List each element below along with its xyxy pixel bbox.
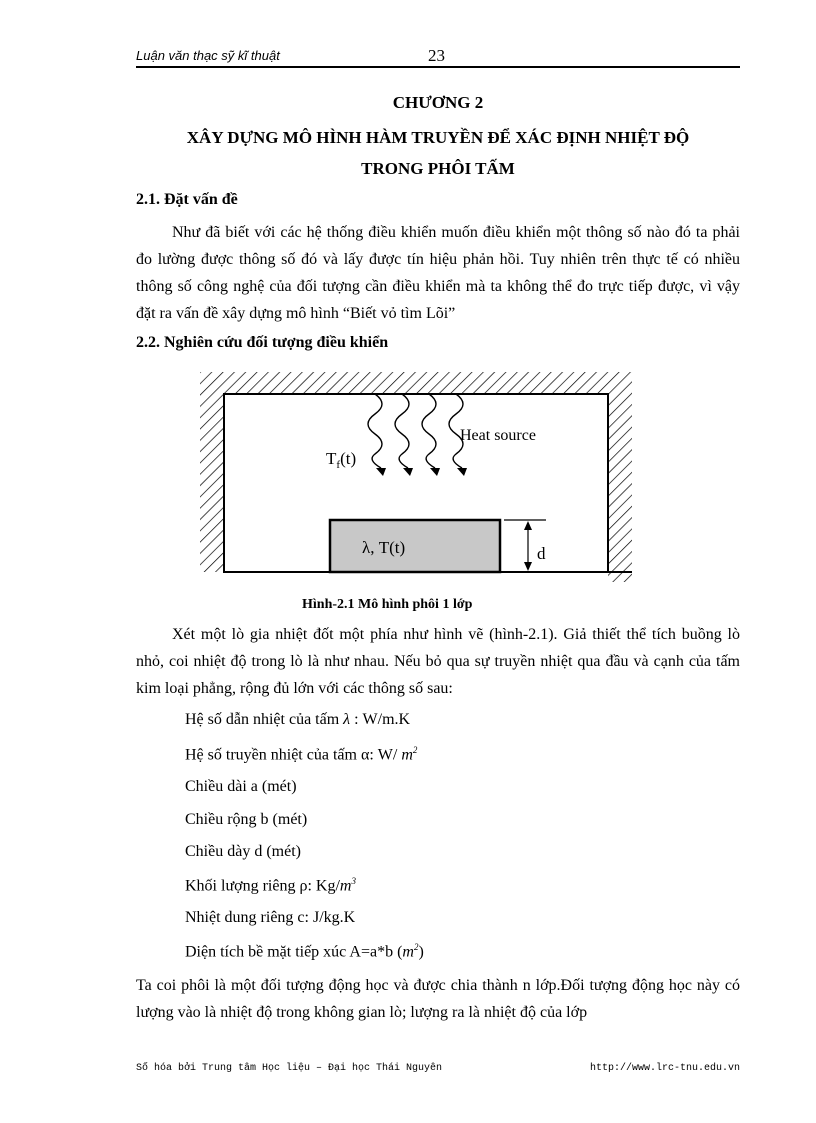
section-2-1-text: [136, 219, 740, 327]
chapter-number: CHƯƠNG 2: [392, 93, 484, 112]
page-number: 23: [428, 46, 445, 65]
section-2-1-heading: 2.1. Đặt vấn đề: [136, 191, 238, 208]
intro-paragraph: Xét một lò gia nhiệt đốt một phía như hình vẽ (hình-2.1). Giả thiết thể tích buồng lò nhỏ, coi nhiệt độ trong lò là như nhau. Nếu bỏ qua sự truyền nhiệt qua đầu và cạnh của tấm kim loại phẳng, rộng đủ lớn với các thông số sau:: [136, 626, 740, 697]
param-heat-transfer: Hệ số truyền nhiệt của tấm α: W/ $m^2$: [185, 745, 418, 764]
param-width: Chiều rộng b (mét): [185, 811, 308, 828]
metal-plate: [330, 520, 500, 572]
closing-paragraph: Ta coi phôi là một đối tượng động học và được chia thành n lớp.Đối tượng động học này có lượng vào là nhiệt độ trong không gian lò; lượng ra là nhiệt độ của lớp: [136, 977, 740, 1021]
furnace-diagram: [200, 372, 632, 582]
footer-url: http://www.lrc-tnu.edu.vn: [590, 1063, 741, 1074]
chapter-title-line1: XÂY DỰNG MÔ HÌNH HÀM TRUYỀN ĐỂ XÁC ĐỊNH NHIỆT ĐỘ: [186, 128, 690, 147]
intro-text: [136, 621, 740, 702]
figure-caption: Hình-2.1 Mô hình phôi 1 lớp: [302, 597, 473, 612]
plate-label: λ, T(t): [362, 538, 406, 557]
tf-label: $T_f(t)$: [326, 449, 357, 471]
param-contact-area: Diện tích bề mặt tiếp xúc A=a*b $(m^2)$: [185, 942, 424, 961]
closing-text: [136, 972, 740, 1026]
param-thickness: Chiều dày d (mét): [185, 843, 301, 860]
section-2-1-paragraph: Như đã biết với các hệ thống điều khiển muốn điều khiển một thông số nào đó ta phải đo lường được thông số đó và lấy được tín hiệu phản hồi. Tuy nhiên trên thực tế có nhiều thông số công nghệ của đối tượng cần điều khiển mà ta không thể đo trực tiếp được, vì vậy đặt ra vấn đề xây dựng mô hình “Biết vỏ tìm Lõi”: [136, 224, 740, 322]
section-2-2-heading: 2.2. Nghiên cứu đối tượng điều khiển: [136, 334, 389, 351]
chapter-title-line2: TRONG PHÔI TẤM: [361, 159, 515, 178]
thickness-label: d: [537, 544, 546, 563]
param-density: Khối lượng riêng ρ: $Kg/m^3$: [185, 876, 356, 895]
header-rule: [136, 66, 740, 68]
param-specific-heat: Nhiệt dung riêng c: J/kg.K: [185, 909, 356, 926]
heat-source-label: Heat source: [460, 427, 536, 444]
page-header: [136, 46, 740, 68]
param-conductivity: Hệ số dẫn nhiệt của tấm λ : W/m.K: [185, 711, 411, 728]
param-length: Chiều dài a (mét): [185, 778, 297, 795]
header-title: Luận văn thạc sỹ kĩ thuật: [136, 48, 280, 63]
footer-source: Số hóa bởi Trung tâm Học liệu – Đại học Thái Nguyên: [136, 1063, 443, 1074]
